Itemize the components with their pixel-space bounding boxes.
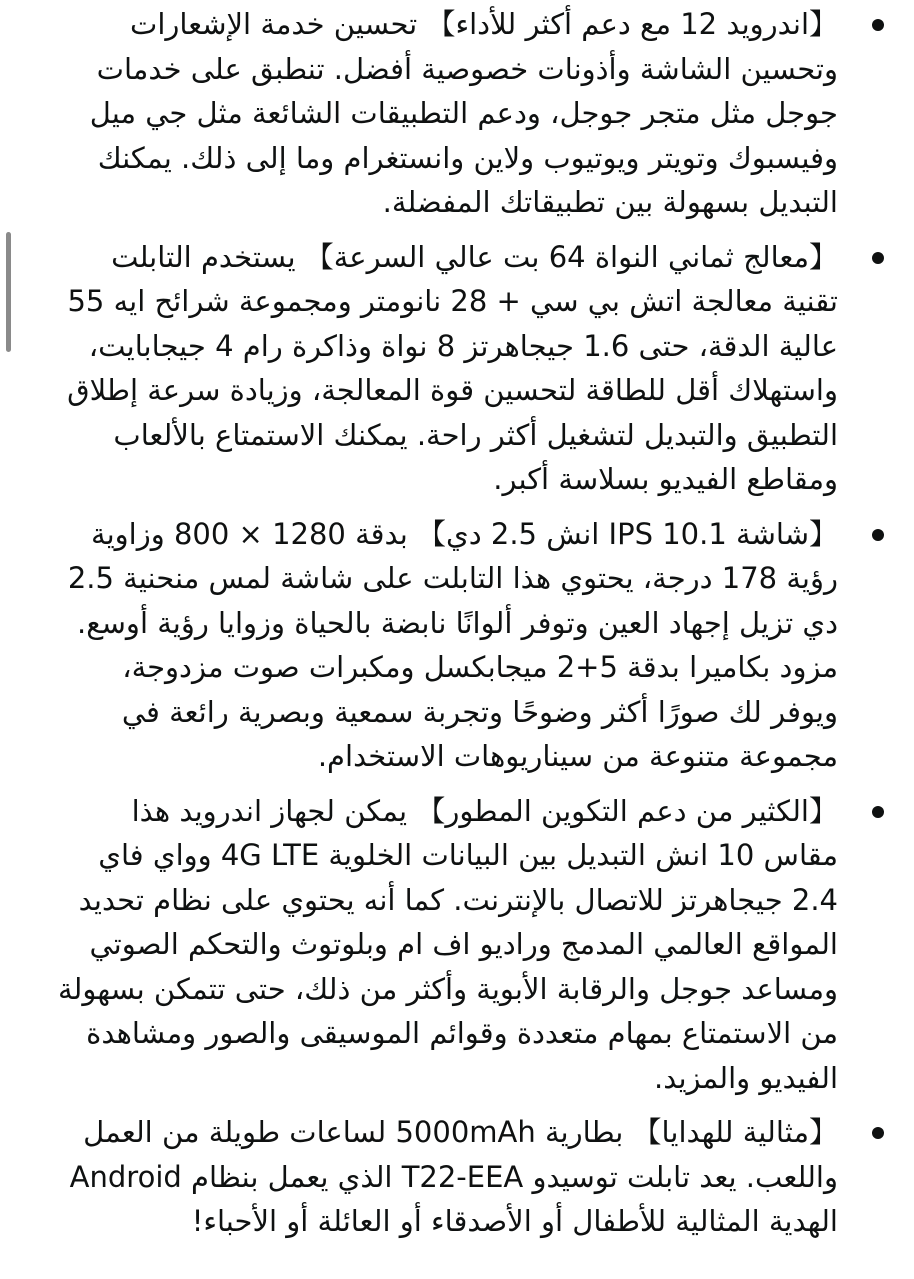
bullet-dot-icon [872, 252, 884, 264]
feature-title: 【مثالية للهدايا】 [623, 1115, 838, 1149]
feature-item-screen [48, 512, 838, 779]
bullet-dot-icon [872, 1127, 884, 1139]
feature-description: بطارية 5000mAh لساعات طويلة من العمل واللعب. يعد تابلت توسيدو T22-EEA الذي يعمل بنظام Android الهدية المثالية للأطفال أو الأصدقاء أو العائلة أو الأحباء! [69, 1115, 838, 1238]
feature-title: 【الكثير من دعم التكوين المطور】 [407, 793, 838, 828]
feature-item-processor [48, 235, 838, 502]
feature-title: 【اندرويد 12 مع دعم أكثر للأداء】 [417, 7, 838, 41]
bullet-dot-icon [872, 529, 884, 541]
feature-item-android [48, 2, 838, 225]
feature-title: 【معالج ثماني النواة 64 بت عالي السرعة】 [295, 239, 838, 274]
feature-title: 【شاشة IPS 10.1 انش 2.5 دي】 [407, 516, 838, 551]
feature-description: يستخدم التابلت تقنية معالجة اتش بي سي + 28 نانومتر ومجموعة شرائح ايه 55 عالية الدقة، حتى 1.6 جيجاهرتز 8 نواة وذاكرة رام 4 جيجابايت، واستهلاك أقل للطاقة لتحسين قوة المعالجة، وزيادة سرعة إطلاق التطبيق والتبديل لتشغيل أكثر راحة. يمكنك الاستمتاع بالألعاب ومقاطع الفيديو بسلاسة أكبر. [67, 239, 838, 496]
feature-item-gift [48, 1110, 838, 1244]
bullet-dot-icon [872, 19, 884, 31]
feature-description: بدقة 1280 × 800 وزاوية رؤية 178 درجة، يحتوي هذا التابلت على شاشة لمس منحنية 2.5 دي تزيل إجهاد العين وتوفر ألوانًا نابضة بالحياة وزوايا رؤية أوسع. مزود بكاميرا بدقة 5+2 ميجابكسل ومكبرات صوت مزدوجة، ويوفر لك صورًا أكثر وضوحًا وتجربة سمعية وبصرية رائعة في مجموعة متنوعة من سيناريوهات الاستخدام. [67, 516, 838, 773]
feature-bullet-list [0, 2, 914, 1254]
feature-description: تحسين خدمة الإشعارات وتحسين الشاشة وأذونات خصوصية أفضل. تنطبق على خدمات جوجل مثل متجر جوجل، ودعم التطبيقات الشائعة مثل جي ميل وفيسبوك وتويتر ويوتيوب ولاين وانستغرام وما إلى ذلك. يمكنك التبديل بسهولة بين تطبيقاتك المفضلة. [89, 7, 838, 219]
feature-description: يمكن لجهاز اندرويد هذا مقاس 10 انش التبديل بين البيانات الخلوية 4G LTE وواي فاي 2.4 جيجاهرتز للاتصال بالإنترنت. كما أنه يحتوي على نظام تحديد المواقع العالمي المدمج وراديو اف ام وبلوتوث والتحكم الصوتي ومساعد جوجل والرقابة الأبوية وأكثر من ذلك، حتى تتمكن بسهولة من الاستمتاع بمهام متعددة وقوائم الموسيقى والصور ومشاهدة الفيديو والمزيد. [58, 793, 838, 1095]
feature-item-configuration [48, 789, 838, 1101]
bullet-dot-icon [872, 806, 884, 818]
